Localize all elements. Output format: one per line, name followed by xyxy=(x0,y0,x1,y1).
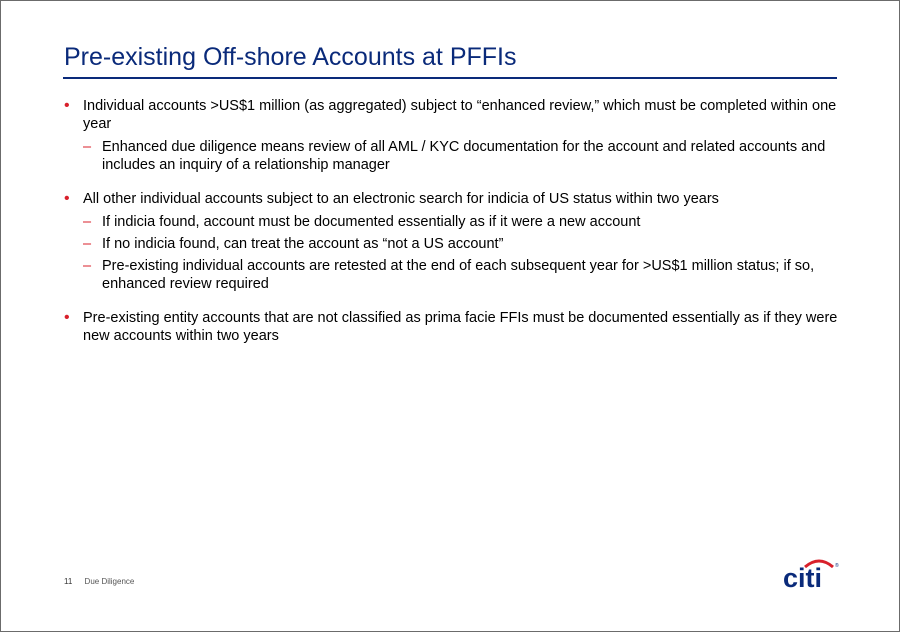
citi-logo xyxy=(783,557,839,589)
bullet-text: All other individual accounts subject to an electronic search for indicia of US status within two years xyxy=(83,191,719,207)
bullet-group xyxy=(64,309,839,345)
page-number: 11 xyxy=(64,577,73,586)
bullet-group xyxy=(64,97,839,174)
bullet-group xyxy=(64,190,839,293)
sub-bullet-text: If indicia found, account must be documented essentially as if it were a new account xyxy=(102,214,641,230)
dash-icon: – xyxy=(83,258,92,274)
slide-body xyxy=(64,97,839,361)
dash-icon: – xyxy=(83,236,92,252)
sub-bullet-item xyxy=(64,235,839,253)
bullet-icon: • xyxy=(64,97,70,114)
title-divider xyxy=(63,77,837,79)
logo-wordmark: citi xyxy=(783,563,823,589)
bullet-icon: • xyxy=(64,190,70,207)
page-title: Pre-existing Off-shore Accounts at PFFIs xyxy=(64,43,517,71)
footer-section-label: Due Diligence xyxy=(84,577,135,586)
logo-registered-mark: ® xyxy=(835,563,839,569)
bullet-item xyxy=(64,97,839,133)
sub-bullet-text: Enhanced due diligence means review of all AML / KYC documentation for the account and related accounts and includes an inquiry of a relationship manager xyxy=(102,139,826,173)
bullet-item xyxy=(64,190,839,208)
sub-bullet-item xyxy=(64,257,839,293)
bullet-item xyxy=(64,309,839,345)
sub-bullet-text: If no indicia found, can treat the account as “not a US account” xyxy=(102,236,504,252)
sub-bullet-item xyxy=(64,213,839,231)
slide-footer xyxy=(64,577,134,586)
sub-bullet-item xyxy=(64,138,839,174)
bullet-icon: • xyxy=(64,309,70,326)
bullet-text: Pre-existing entity accounts that are not classified as prima facie FFIs must be documented essentially as if they were new accounts within two years xyxy=(83,310,838,344)
bullet-text: Individual accounts >US$1 million (as aggregated) subject to “enhanced review,” which must be completed within one year xyxy=(83,98,837,132)
sub-bullet-text: Pre-existing individual accounts are retested at the end of each subsequent year for >US$1 million status; if so, enhanced review required xyxy=(102,258,815,292)
dash-icon: – xyxy=(83,214,92,230)
dash-icon: – xyxy=(83,139,92,155)
